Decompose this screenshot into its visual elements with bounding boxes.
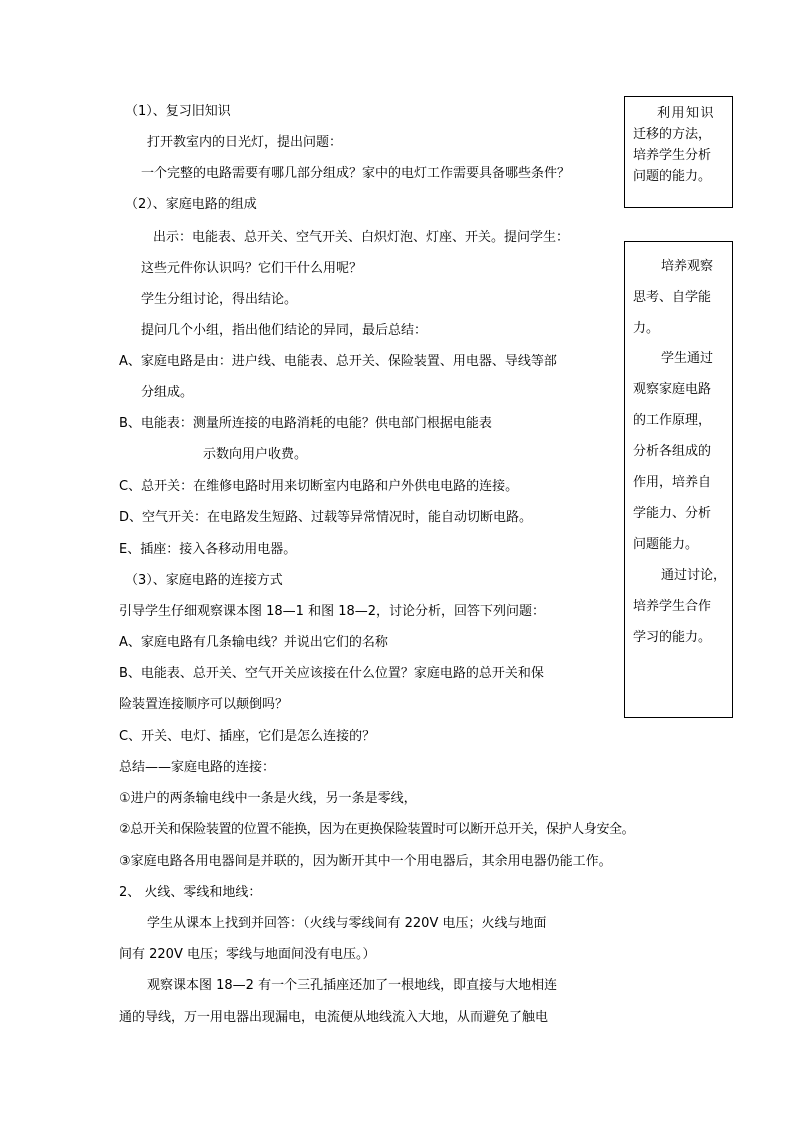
- side-note-line: 学生通过: [661, 351, 714, 366]
- side-note-line: 问题能力。: [633, 537, 699, 552]
- side-note-box-2: [624, 241, 733, 718]
- text-line: ①进户的两条输电线中一条是火线，另一条是零线，: [119, 791, 417, 806]
- side-note-line: 的工作原理，: [633, 413, 712, 428]
- side-note-line: 培养学生分析: [633, 148, 712, 163]
- text-line: 出示：电能表、总开关、空气开关、白炽灯泡、灯座、开关。提问学生：: [153, 230, 570, 245]
- text-line: 引导学生仔细观察课本图 18—1 和图 18—2，讨论分析，回答下列问题：: [119, 604, 546, 619]
- side-note-line: 分析各组成的: [633, 444, 712, 459]
- text-line: 分组成。: [141, 385, 194, 400]
- text-line: C、开关、电灯、插座，它们是怎么连接的？: [119, 729, 376, 744]
- side-note-box-1: [624, 96, 733, 208]
- side-note-line: 迁移的方法，: [633, 127, 712, 142]
- side-note-line: 学能力、分析: [633, 506, 712, 521]
- side-note-line: 作用，培养自: [633, 475, 712, 490]
- side-note-line: 培养观察: [661, 259, 714, 274]
- text-line: 观察课本图 18—2 有一个三孔插座还加了一根地线，即直接与大地相连: [147, 978, 558, 993]
- side-note-line: 培养学生合作: [633, 599, 712, 614]
- text-line: （3）、家庭电路的连接方式: [125, 573, 283, 588]
- text-line: 间有 220V 电压；零线与地面间没有电压。）: [119, 947, 376, 962]
- side-note-line: 通过讨论，: [661, 568, 727, 583]
- text-line: C、总开关：在维修电路时用来切断室内电路和户外供电电路的连接。: [119, 479, 519, 494]
- text-line: ②总开关和保险装置的位置不能换，因为在更换保险装置时可以断开总开关，保护人身安全。: [119, 822, 635, 837]
- side-note-line: 思考、自学能: [633, 290, 712, 305]
- side-note-line: 问题的能力。: [633, 169, 712, 184]
- text-line: 总结——家庭电路的连接：: [119, 760, 276, 775]
- text-line: B、电能表：测量所连接的电路消耗的电能？供电部门根据电能表: [119, 416, 492, 431]
- text-line: 险装置连接顺序可以颠倒吗？: [119, 697, 289, 712]
- text-line: 2、 火线、零线和地线：: [119, 885, 262, 900]
- text-line: D、空气开关：在电路发生短路、过载等异常情况时，能自动切断电路。: [119, 510, 533, 525]
- side-note-line: 观察家庭电路: [633, 382, 712, 397]
- text-line: ③家庭电路各用电器间是并联的，因为断开其中一个用电器后，其余用电器仍能工作。: [119, 854, 612, 869]
- text-line: 一个完整的电路需要有哪几部分组成？家中的电灯工作需要具备哪些条件？: [141, 166, 571, 181]
- text-line: 学生分组讨论，得出结论。: [141, 292, 298, 307]
- text-line: E、插座：接入各移动用电器。: [119, 542, 297, 557]
- text-line: 这些元件你认识吗？它们干什么用呢？: [141, 261, 363, 276]
- text-line: 示数向用户收费。: [203, 447, 308, 462]
- text-line: A、家庭电路是由：进户线、电能表、总开关、保险装置、用电器、导线等部: [119, 354, 557, 369]
- text-line: 提问几个小组，指出他们结论的异同，最后总结：: [141, 323, 428, 338]
- text-line: 通的导线，万一用电器出现漏电，电流便从地线流入大地，从而避免了触电: [119, 1010, 549, 1025]
- text-line: 打开教室内的日光灯，提出问题：: [147, 135, 343, 150]
- text-line: 学生从课本上找到并回答：（火线与零线间有 220V 电压；火线与地面: [147, 916, 547, 931]
- text-line: B、电能表、总开关、空气开关应该接在什么位置？家庭电路的总开关和保: [119, 666, 544, 681]
- side-note-line: 力。: [633, 321, 660, 336]
- side-note-line: 学习的能力。: [633, 630, 712, 645]
- side-note-line: 利用知识: [657, 106, 716, 121]
- text-line: （1）、复习旧知识: [125, 104, 231, 119]
- text-line: A、家庭电路有几条输电线？并说出它们的名称: [119, 635, 388, 650]
- text-line: （2）、家庭电路的组成: [125, 197, 257, 212]
